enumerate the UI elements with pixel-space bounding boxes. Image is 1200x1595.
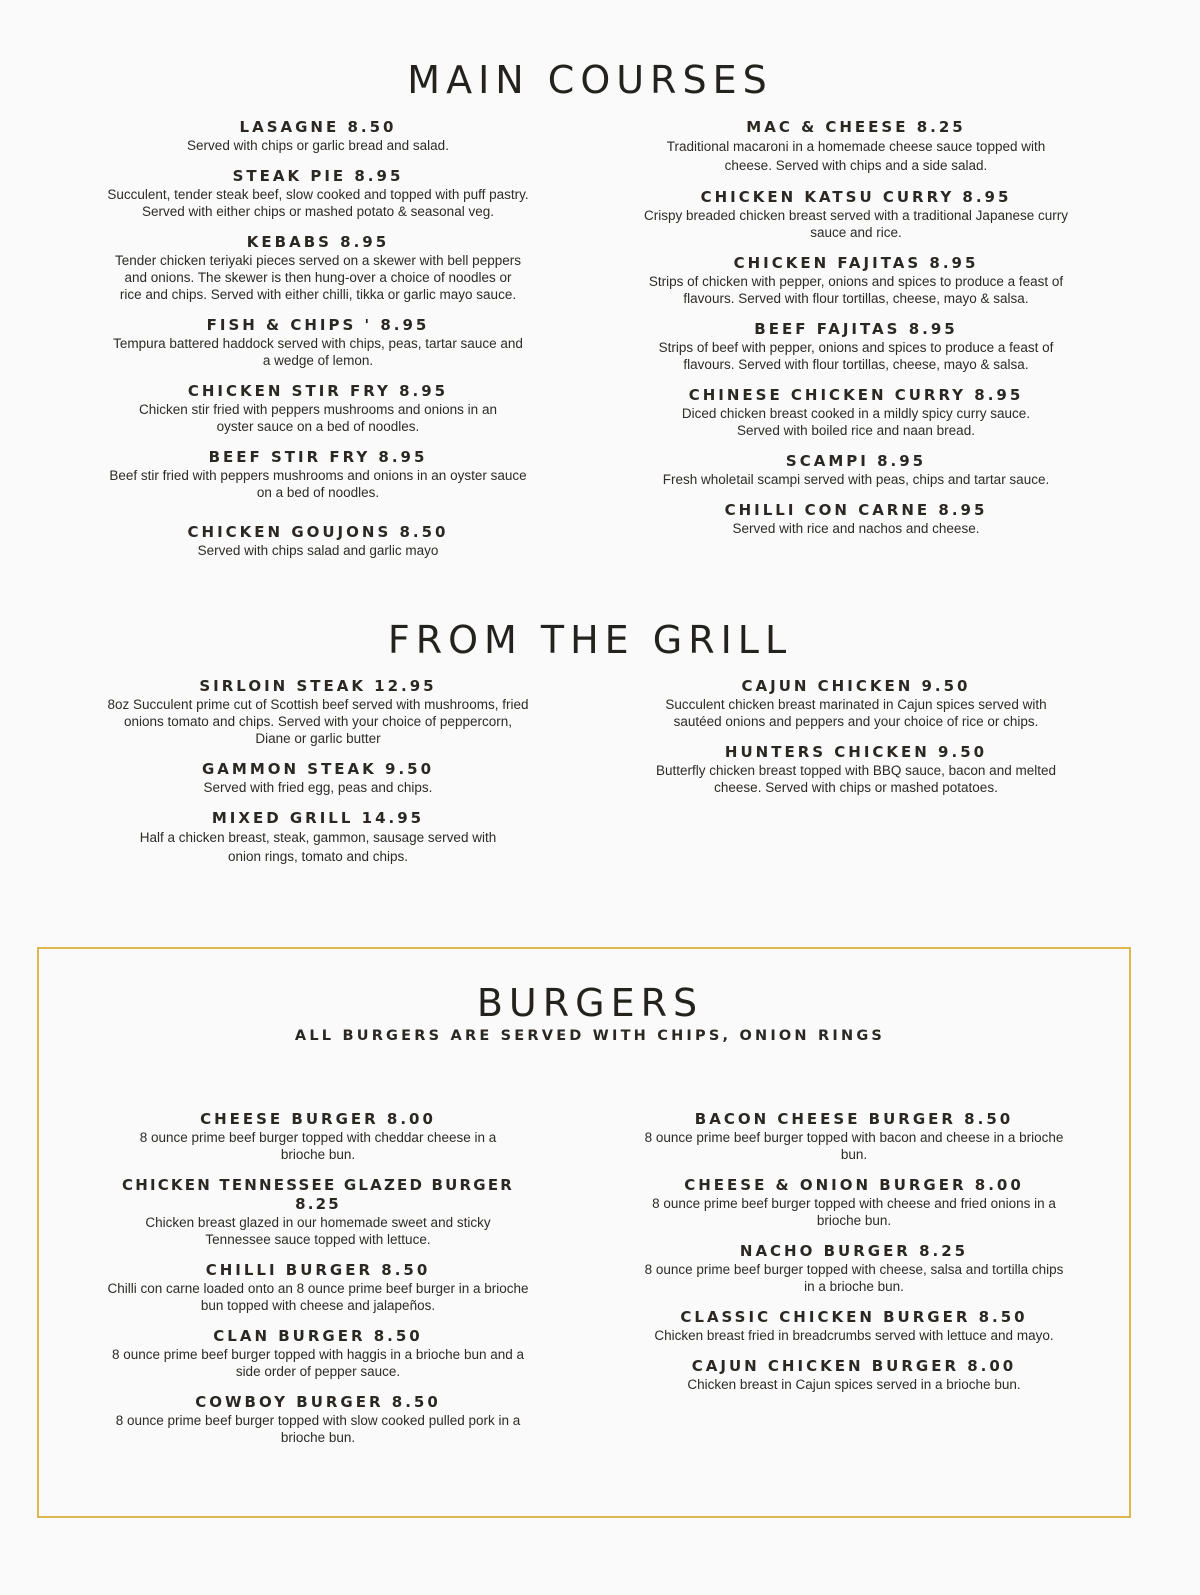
menu-item-name: CHILLI BURGER 8.50 — [205, 1261, 431, 1279]
menu-item — [102, 448, 534, 501]
menu-item-name: CHICKEN TENNESSEE GLAZED BURGER 8.25 — [121, 1176, 515, 1213]
burgers-subtitle: ALL BURGERS ARE SERVED WITH CHIPS, ONION RINGS — [294, 1028, 886, 1044]
menu-item-desc: Beef stir fried with peppers mushrooms and onions in an oyster sauce on a bed of noodles. — [109, 468, 527, 500]
menu-item-name: CHICKEN GOUJONS 8.50 — [187, 523, 449, 541]
menu-item-desc: 8 ounce prime beef burger topped with cheese, salsa and tortilla chips in a brioche bun. — [644, 1262, 1064, 1294]
menu-item-desc: Chicken breast in Cajun spices served in a brioche bun. — [687, 1377, 1021, 1392]
menu-item-desc: 8 ounce prime beef burger topped with slow cooked pulled pork in a brioche bun. — [115, 1413, 521, 1445]
menu-item-desc: 8 ounce prime beef burger topped with cheddar cheese in a brioche bun. — [139, 1130, 497, 1162]
menu-item — [102, 167, 534, 220]
burgers-right-column — [636, 1110, 1072, 1406]
menu-item — [638, 452, 1074, 488]
menu-item-name: CHEESE BURGER 8.00 — [200, 1110, 436, 1128]
menu-item-name: CHICKEN FAJITAS 8.95 — [733, 254, 979, 272]
menu-item-name: CLAN BURGER 8.50 — [213, 1327, 423, 1345]
menu-item — [636, 1357, 1072, 1393]
menu-item-desc: 8oz Succulent prime cut of Scottish beef served with mushrooms, fried onions tomato and chips. Served with your choice of peppercorn, Diane or garlic butter — [107, 697, 529, 746]
menu-item — [638, 743, 1074, 796]
menu-item-name: CHICKEN STIR FRY 8.95 — [187, 382, 449, 400]
menu-item-desc: Served with rice and nachos and cheese. — [732, 521, 980, 536]
menu-item-name: SIRLOIN STEAK 12.95 — [199, 677, 437, 695]
burgers-title: BURGERS — [476, 981, 704, 1025]
menu-item — [100, 1261, 536, 1314]
menu-item-name: BACON CHEESE BURGER 8.50 — [694, 1110, 1014, 1128]
menu-item-desc: Served with chips salad and garlic mayo — [197, 543, 439, 558]
menu-item-desc: Succulent, tender steak beef, slow cooked and topped with puff pastry. Served with either chips or mashed potato & seasonal veg. — [107, 187, 529, 219]
main-courses-left-column — [102, 118, 534, 572]
menu-item-desc: Tender chicken teriyaki pieces served on a skewer with bell peppers and onions. The skewer is then hung-over a choice of noodles or rice and chips. Served with either chilli, tikka or garlic mayo sauce. — [115, 253, 521, 302]
menu-item-desc: 8 ounce prime beef burger topped with cheese and fried onions in a brioche bun. — [652, 1196, 1056, 1228]
menu-item-desc: Half a chicken breast, steak, gammon, sausage served with onion rings, tomato and chips. — [139, 830, 497, 864]
menu-item-name: CLASSIC CHICKEN BURGER 8.50 — [680, 1308, 1028, 1326]
burgers-left-column — [100, 1110, 536, 1459]
menu-item — [102, 316, 534, 369]
menu-item — [102, 233, 534, 303]
menu-item-desc: Fresh wholetail scampi served with peas, chips and tartar sauce. — [662, 472, 1050, 487]
menu-item-desc: Diced chicken breast cooked in a mildly spicy curry sauce. Served with boiled rice and naan bread. — [681, 406, 1031, 438]
menu-item — [100, 1110, 536, 1163]
menu-item — [102, 677, 534, 747]
menu-item-name: BEEF FAJITAS 8.95 — [754, 320, 958, 338]
menu-item-name: CHILLI CON CARNE 8.95 — [724, 501, 988, 519]
main-courses-title: MAIN COURSES — [407, 58, 773, 102]
menu-item-name: LASAGNE 8.50 — [239, 118, 397, 136]
menu-item-desc: Succulent chicken breast marinated in Cajun spices served with sautéed onions and peppers and your choice of rice or chips. — [665, 697, 1047, 729]
menu-item-desc: Chicken stir fried with peppers mushrooms and onions in an oyster sauce on a bed of noodles. — [139, 402, 497, 434]
menu-item-desc: Butterfly chicken breast topped with BBQ sauce, bacon and melted cheese. Served with chips or mashed potatoes. — [656, 763, 1056, 795]
menu-item-name: CHINESE CHICKEN CURRY 8.95 — [688, 386, 1024, 404]
menu-item-name: MAC & CHEESE 8.25 — [746, 118, 966, 136]
menu-item-name: GAMMON STEAK 9.50 — [201, 760, 435, 778]
menu-item-desc: Crispy breaded chicken breast served with a traditional Japanese curry sauce and rice. — [644, 208, 1068, 240]
menu-item — [102, 523, 534, 559]
grill-right-column — [638, 677, 1074, 809]
menu-item — [638, 320, 1074, 373]
menu-item-desc: Served with chips or garlic bread and salad. — [187, 138, 449, 153]
grill-title: FROM THE GRILL — [387, 618, 793, 662]
menu-item-desc: Strips of beef with pepper, onions and spices to produce a feast of flavours. Served with flour tortillas, cheese, mayo & salsa. — [658, 340, 1054, 372]
grill-left-column — [102, 677, 534, 879]
menu-item — [636, 1176, 1072, 1229]
menu-item — [638, 677, 1074, 730]
menu-item-desc: 8 ounce prime beef burger topped with haggis in a brioche bun and a side order of pepper sauce. — [111, 1347, 525, 1379]
menu-item-name: NACHO BURGER 8.25 — [739, 1242, 969, 1260]
menu-item-name: COWBOY BURGER 8.50 — [195, 1393, 441, 1411]
menu-item — [638, 386, 1074, 439]
menu-item-desc: Chicken breast fried in breadcrumbs served with lettuce and mayo. — [654, 1328, 1054, 1343]
menu-item — [636, 1110, 1072, 1163]
menu-item — [102, 118, 534, 154]
menu-item — [638, 188, 1074, 241]
menu-item — [100, 1327, 536, 1380]
menu-item-name: FISH & CHIPS ' 8.95 — [206, 316, 430, 334]
menu-item-name: BEEF STIR FRY 8.95 — [208, 448, 428, 466]
menu-item-desc: Served with fried egg, peas and chips. — [203, 780, 433, 795]
menu-item-name: CAJUN CHICKEN BURGER 8.00 — [691, 1357, 1017, 1375]
menu-item-name: SCAMPI 8.95 — [785, 452, 927, 470]
menu-item — [638, 118, 1074, 175]
menu-item — [102, 382, 534, 435]
menu-item-name: CAJUN CHICKEN 9.50 — [741, 677, 971, 695]
menu-item — [100, 1176, 536, 1248]
menu-item-name: KEBABS 8.95 — [246, 233, 390, 251]
menu-item — [636, 1308, 1072, 1344]
menu-item — [100, 1393, 536, 1446]
menu-item-desc: Strips of chicken with pepper, onions and spices to produce a feast of flavours. Served with flour tortillas, cheese, mayo & salsa. — [648, 274, 1064, 306]
menu-item-name: CHICKEN KATSU CURRY 8.95 — [700, 188, 1012, 206]
main-courses-right-column — [638, 118, 1074, 550]
menu-item-name: MIXED GRILL 14.95 — [211, 809, 425, 827]
menu-item — [638, 501, 1074, 537]
menu-item-desc: Chicken breast glazed in our homemade sweet and sticky Tennessee sauce topped with lettuce. — [145, 1215, 491, 1247]
menu-item — [102, 760, 534, 796]
menu-item-name: CHEESE & ONION BURGER 8.00 — [684, 1176, 1024, 1194]
menu-item — [102, 809, 534, 866]
menu-item-desc: Tempura battered haddock served with chips, peas, tartar sauce and a wedge of lemon. — [113, 336, 523, 368]
menu-item — [638, 254, 1074, 307]
menu-item — [636, 1242, 1072, 1295]
menu-item-name: HUNTERS CHICKEN 9.50 — [724, 743, 988, 761]
menu-item-desc: Chilli con carne loaded onto an 8 ounce prime beef burger in a brioche bun topped with cheese and jalapeños. — [107, 1281, 529, 1313]
menu-item-desc: 8 ounce prime beef burger topped with bacon and cheese in a brioche bun. — [644, 1130, 1064, 1162]
menu-item-name: STEAK PIE 8.95 — [232, 167, 404, 185]
menu-item-desc: Traditional macaroni in a homemade cheese sauce topped with cheese. Served with chips and a side salad. — [666, 139, 1046, 173]
